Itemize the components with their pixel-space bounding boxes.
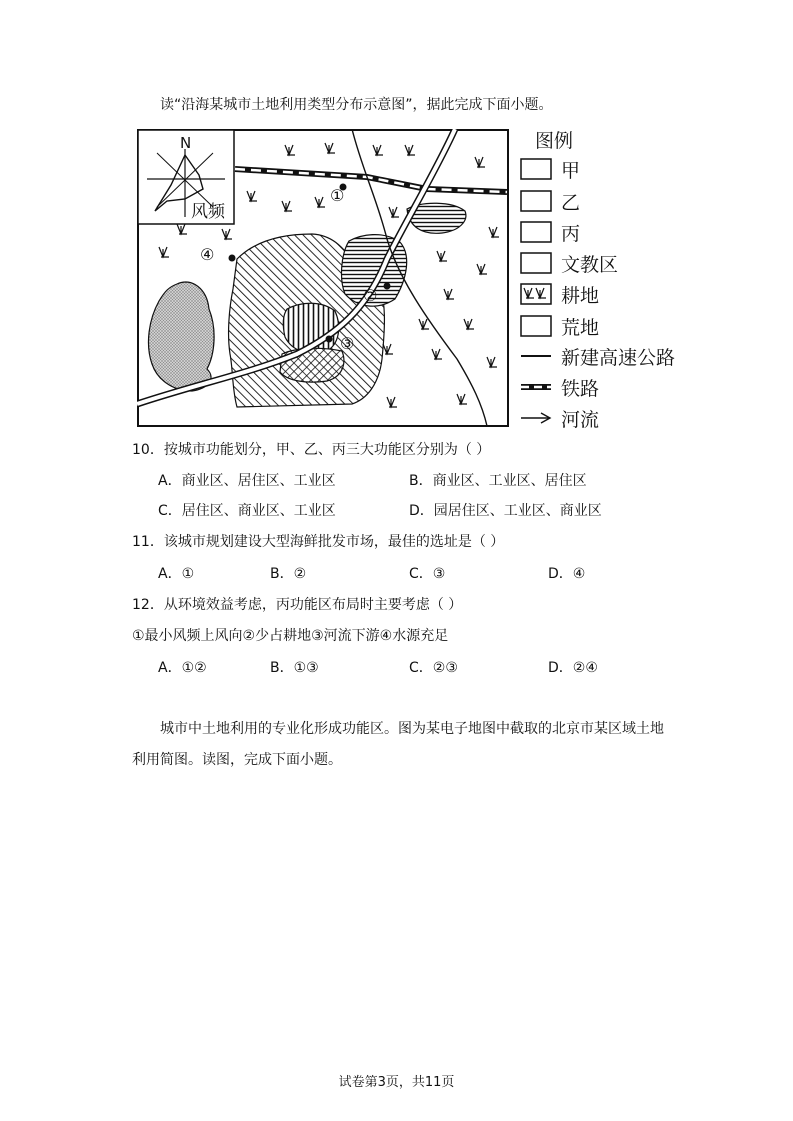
- svg-text:②: ②: [363, 286, 378, 305]
- legend-river: 河流: [561, 409, 600, 431]
- legend-yi: 乙: [561, 192, 581, 214]
- question-11-option-d[interactable]: D．④: [548, 566, 586, 582]
- question-11-option-c[interactable]: C．③: [409, 566, 446, 582]
- question-12-option-d[interactable]: D．②④: [548, 660, 598, 676]
- question-10-option-d[interactable]: D．园居住区、工业区、商业区: [409, 503, 602, 519]
- question-12-option-c[interactable]: C．②③: [409, 660, 458, 676]
- question-12-option-a[interactable]: A．①②: [158, 660, 207, 676]
- question-12-stem: 12．从环境效益考虑，丙功能区布局时主要考虑（ ）: [132, 597, 463, 613]
- legend-title: 图例: [535, 130, 574, 152]
- intro-text: 读“沿海某城市土地利用类型分布示意图”，据此完成下面小题。: [160, 97, 553, 113]
- page-footer: 试卷第3页，共11页: [338, 1075, 455, 1090]
- question-10-stem: 10．按城市功能划分，甲、乙、丙三大功能区分别为（ ）: [132, 442, 491, 458]
- legend-bing: 丙: [561, 223, 581, 245]
- question-11-option-a[interactable]: A．①: [158, 566, 195, 582]
- legend-railway: 铁路: [561, 378, 600, 400]
- svg-text:①: ①: [330, 186, 345, 205]
- passage-line-2: 利用简图。读图，完成下面小题。: [132, 752, 342, 768]
- wind-rose: [138, 130, 234, 224]
- compass-north: N: [180, 134, 192, 152]
- question-11-option-b[interactable]: B．②: [270, 566, 307, 582]
- question-12-option-b[interactable]: B．①③: [270, 660, 319, 676]
- question-10-option-a[interactable]: A．商业区、居住区、工业区: [158, 473, 336, 489]
- legend-education: 文教区: [561, 254, 619, 276]
- legend-jia: 甲: [561, 160, 581, 182]
- question-11-stem: 11．该城市规划建设大型海鲜批发市场，最佳的选址是（ ）: [132, 534, 505, 550]
- legend-wasteland: 荒地: [561, 317, 600, 339]
- wind-frequency-label: 风频: [191, 202, 225, 222]
- legend-expressway: 新建高速公路: [561, 347, 676, 369]
- legend-farmland: 耕地: [561, 285, 600, 307]
- svg-text:④: ④: [200, 245, 215, 264]
- question-12-statements: ①最小风频上风向②少占耕地③河流下游④水源充足: [132, 628, 449, 644]
- marker-1: [330, 184, 347, 206]
- question-10-option-b[interactable]: B．商业区、工业区、居住区: [409, 473, 587, 489]
- svg-text:③: ③: [340, 334, 355, 353]
- map-legend: [521, 130, 675, 431]
- passage-line-1: 城市中土地利用的专业化形成功能区。图为某电子地图中截取的北京市某区域土地: [160, 721, 664, 737]
- question-10-option-c[interactable]: C．居住区、商业区、工业区: [158, 503, 336, 519]
- land-use-map: [137, 129, 697, 431]
